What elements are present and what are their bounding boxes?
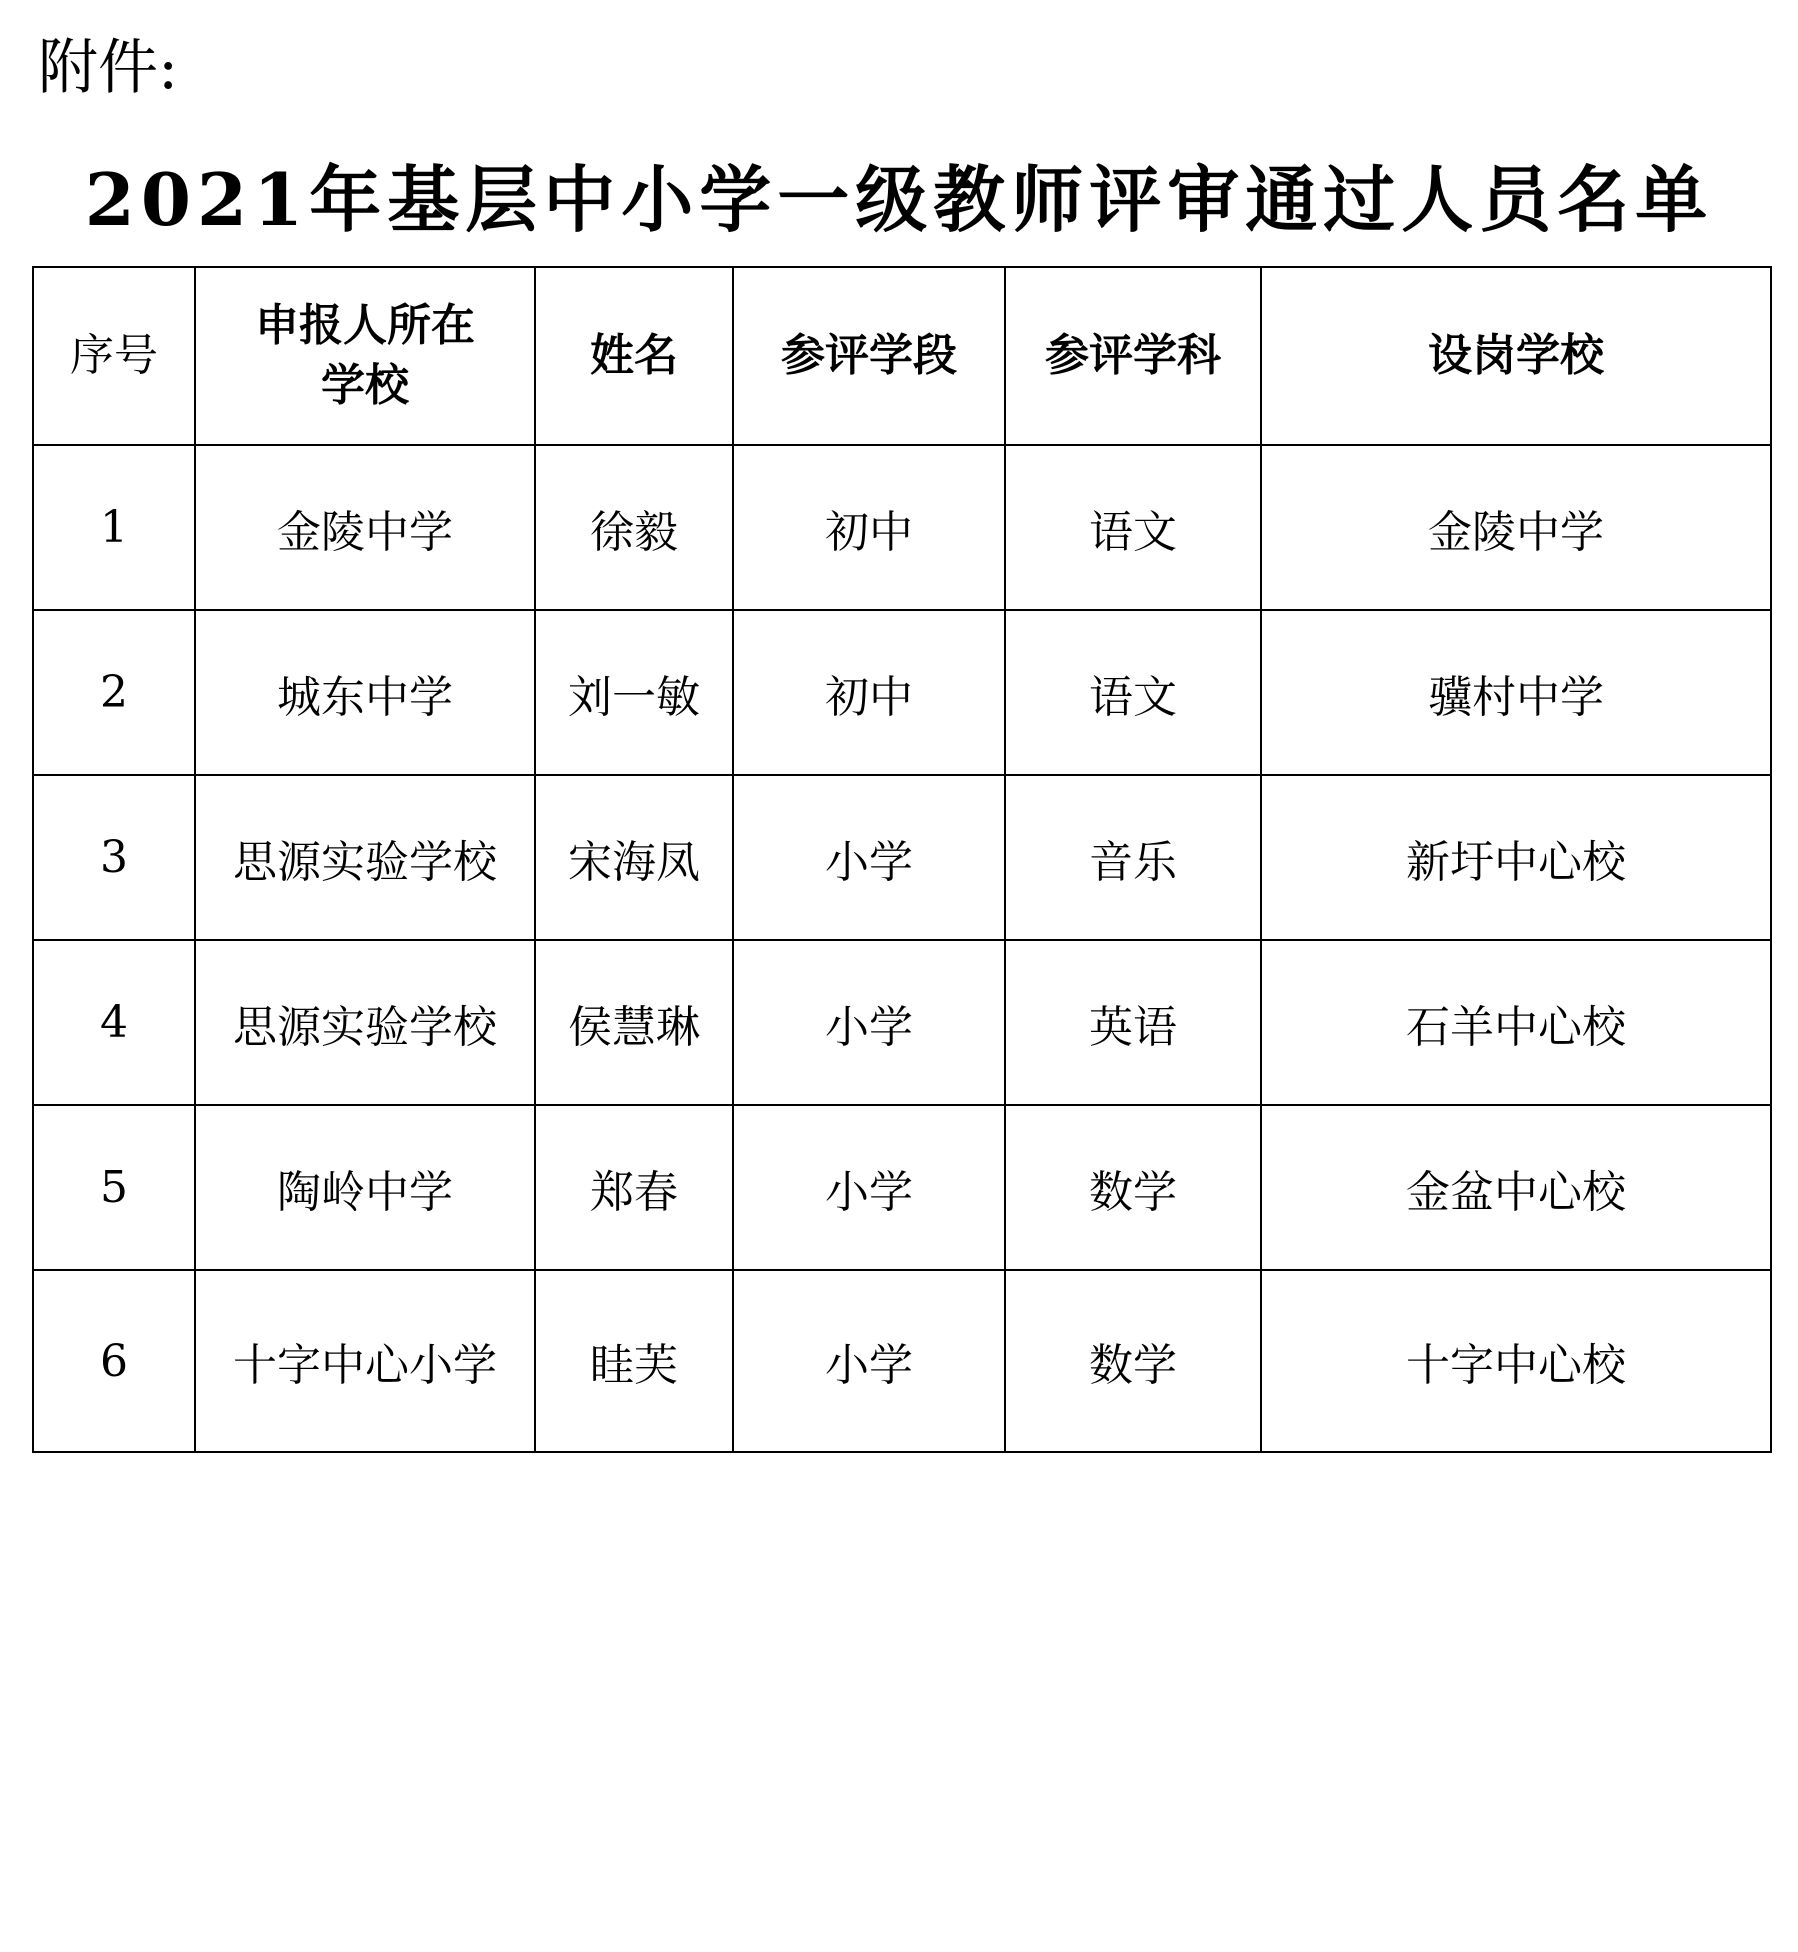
cell-subject: 数学 (1005, 1105, 1261, 1270)
cell-name: 眭芙 (535, 1270, 733, 1452)
table-row (33, 940, 1771, 1105)
cell-applicant-school: 陶岭中学 (195, 1105, 535, 1270)
cell-index: 2 (33, 610, 195, 775)
attachment-label: 附件: (38, 33, 179, 103)
cell-name: 徐毅 (535, 445, 733, 610)
cell-stage: 初中 (733, 610, 1005, 775)
cell-post-school: 十字中心校 (1261, 1270, 1771, 1452)
cell-post-school: 石羊中心校 (1261, 940, 1771, 1105)
cell-subject: 英语 (1005, 940, 1261, 1105)
cell-applicant-school: 金陵中学 (195, 445, 535, 610)
cell-index: 1 (33, 445, 195, 610)
cell-stage: 初中 (733, 445, 1005, 610)
roster-table (32, 266, 1772, 1453)
cell-post-school: 骥村中学 (1261, 610, 1771, 775)
table-row (33, 1105, 1771, 1270)
cell-stage: 小学 (733, 940, 1005, 1105)
cell-index: 6 (33, 1270, 195, 1452)
header-index: 序号 (33, 267, 195, 445)
header-row (33, 267, 1771, 445)
table-row (33, 610, 1771, 775)
header-name: 姓名 (535, 267, 733, 445)
cell-post-school: 新圩中心校 (1261, 775, 1771, 940)
cell-subject: 语文 (1005, 610, 1261, 775)
cell-index: 4 (33, 940, 195, 1105)
table-row (33, 775, 1771, 940)
cell-stage: 小学 (733, 1270, 1005, 1452)
cell-name: 郑春 (535, 1105, 733, 1270)
document-title: 2021年基层中小学一级教师评审通过人员名单 (84, 157, 1714, 242)
cell-post-school: 金盆中心校 (1261, 1105, 1771, 1270)
cell-post-school: 金陵中学 (1261, 445, 1771, 610)
cell-index: 3 (33, 775, 195, 940)
cell-name: 侯慧琳 (535, 940, 733, 1105)
table-row (33, 445, 1771, 610)
table-row (33, 1270, 1771, 1452)
cell-applicant-school: 十字中心小学 (195, 1270, 535, 1452)
cell-stage: 小学 (733, 1105, 1005, 1270)
header-post-school: 设岗学校 (1261, 267, 1771, 445)
cell-name: 宋海凤 (535, 775, 733, 940)
cell-subject: 语文 (1005, 445, 1261, 610)
cell-stage: 小学 (733, 775, 1005, 940)
cell-subject: 数学 (1005, 1270, 1261, 1452)
cell-name: 刘一敏 (535, 610, 733, 775)
cell-subject: 音乐 (1005, 775, 1261, 940)
header-applicant-school: 申报人所在学校 (195, 267, 535, 445)
header-subject: 参评学科 (1005, 267, 1261, 445)
cell-index: 5 (33, 1105, 195, 1270)
cell-applicant-school: 思源实验学校 (195, 775, 535, 940)
cell-applicant-school: 思源实验学校 (195, 940, 535, 1105)
cell-applicant-school: 城东中学 (195, 610, 535, 775)
header-stage: 参评学段 (733, 267, 1005, 445)
